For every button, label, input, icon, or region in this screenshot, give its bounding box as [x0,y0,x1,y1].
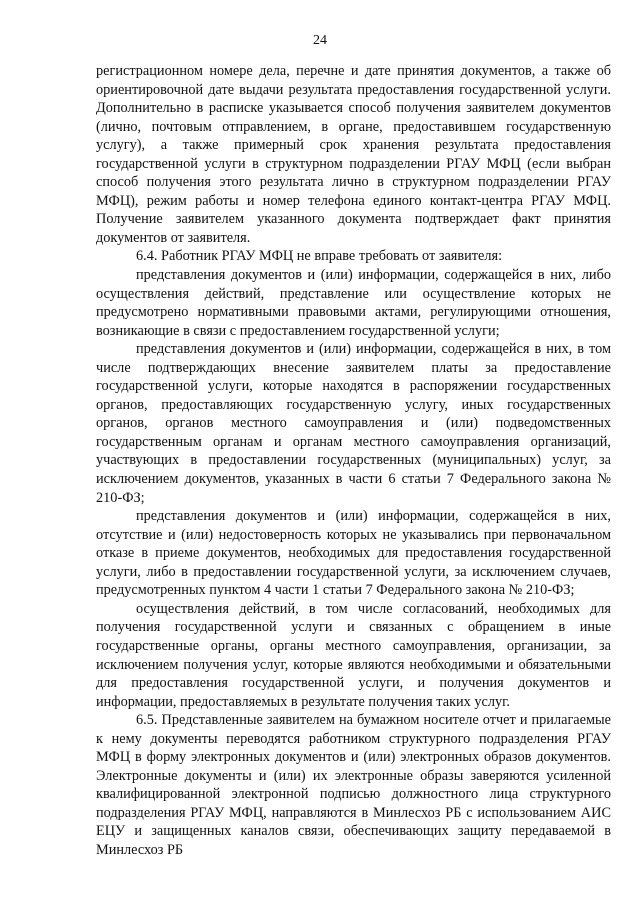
paragraph-prohibited-item-3: представления документов и (или) информации, содержащейся в них, отсутствие и (или) недостоверность которых не указывались при первоначальном отказе в приеме документов, необходимых для предоставления государственной услуги, либо в предоставлении государственной услуги, за исключением случаев, предусмотренных пунктом 4 части 1 статьи 7 Федерального закона № 210-ФЗ; [96,508,611,599]
paragraph-6-4-heading: 6.4. Работник РГАУ МФЦ не вправе требовать от заявителя: [136,248,503,265]
paragraph-receipt-details: регистрационном номере дела, перечне и дате принятия документов, а также об ориентировочной дате выдачи результата предоставления государственной услуги. Дополнительно в расписке указывается способ получения заявителем документов (лично, почтовым отправлением, в органе, предоставившем государственную услугу), а также примерный срок хранения результата предоставления государственной услуги в структурном подразделении РГАУ МФЦ (если выбран способ получения этого результата лично в структурном подразделении РГАУ МФЦ), режим работы и номер телефона единого контакт-центра РГАУ МФЦ. Получение заявителем указанного документа подтверждает факт принятия документов от заявителя. [96,63,611,246]
paragraph-prohibited-item-2: представления документов и (или) информации, содержащейся в них, в том числе подтверждающих внесение заявителем платы за предоставление государственной услуги, которые находятся в распоряжении государственных органов, предоставляющих государственную услугу, иных государственных органов, органов местного самоуправления и (или) подведомственных государственным органам и органам местного самоуправления организаций, участвующих в предоставлении государственных (муниципальных) услуг, за исключением документов, указанных в части 6 статьи 7 Федерального закона № 210-ФЗ; [96,341,611,506]
paragraph-6-5: 6.5. Представленные заявителем на бумажном носителе отчет и прилагаемые к нему документы переводятся работником структурного подразделения РГАУ МФЦ в форму электронных документов и (или) электронных образов документов. Электронные документы и (или) их электронные образы заверяются усиленной квалифицированной электронной подписью должностного лица структурного подразделения РГАУ МФЦ, направляются в Минлесхоз РБ с использованием АИС ЕЦУ и защищенных каналов связи, обеспечивающих защиту передаваемой в Минлесхоз РБ [96,712,611,858]
document-body [96,62,611,860]
paragraph-prohibited-item-4: осуществления действий, в том числе согласований, необходимых для получения государственной услуги и связанных с обращением в иные государственные органы, органы местного самоуправления, организации, за исключением получения услуг, которые являются необходимыми и обязательными для предоставления государственной услуги, и получения документов и информации, предоставляемых в результате получения таких услуг. [96,600,611,710]
paragraph-prohibited-item-1: представления документов и (или) информации, содержащейся в них, либо осуществления действий, представление или осуществление которых не предусмотрено нормативными правовыми актами, регулирующими отношения, возникающие в связи с предоставлением государственной услуги; [96,267,611,339]
page-number: 24 [313,33,327,48]
